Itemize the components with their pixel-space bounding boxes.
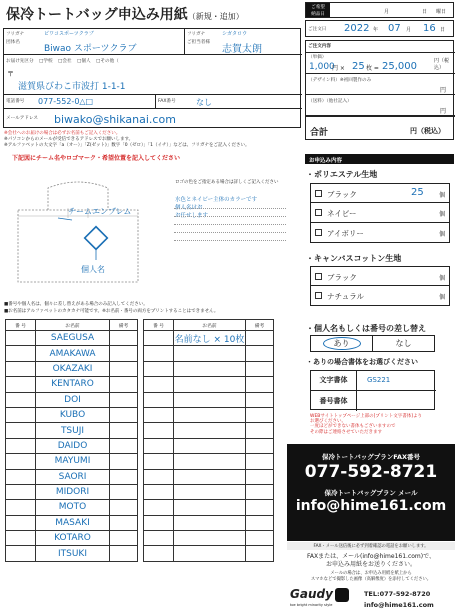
number-cell[interactable]: [144, 454, 174, 469]
note-cell[interactable]: [110, 531, 138, 546]
table-row: [6, 454, 138, 469]
name-cell[interactable]: SAEGUSA: [36, 331, 110, 346]
color-checkbox[interactable]: [315, 209, 322, 216]
design-instruction: 下記図にチーム名やロゴマーク・希望位置を記入してください: [12, 155, 181, 162]
names-table-right: 番 号 お名前 備考 名前なし × 10枚: [143, 319, 274, 562]
number-cell[interactable]: [144, 377, 174, 392]
brand-mark-icon: [335, 588, 349, 602]
company-note: ※会社へのお届けの場合は必ずお名前もご記入ください。: [4, 131, 121, 136]
number-cell[interactable]: [6, 500, 36, 515]
table-row: [6, 361, 138, 376]
quantity-field[interactable]: 25: [352, 61, 365, 72]
note-cell[interactable]: [246, 331, 274, 346]
name-cell[interactable]: OKAZAKI: [36, 361, 110, 376]
color-item-row: [310, 266, 450, 286]
table-row: [6, 500, 138, 515]
note-cell[interactable]: [246, 423, 274, 438]
note-cell[interactable]: [110, 423, 138, 438]
polyester-items: [310, 183, 450, 243]
team-name-field[interactable]: Biwao スポーツクラブ: [44, 44, 137, 54]
number-cell[interactable]: [144, 484, 174, 499]
table-row: [144, 438, 274, 453]
order-date-box: ご注文日 2022 年 07 月 16 日: [305, 20, 454, 37]
delivery-label: ご希望 納品日: [306, 3, 330, 17]
note-cell[interactable]: [110, 392, 138, 407]
name-cell[interactable]: [174, 346, 246, 361]
name-cell[interactable]: ITSUKI: [36, 546, 110, 561]
color-item-row: [310, 203, 450, 223]
name-cell[interactable]: [174, 500, 246, 515]
name-cell[interactable]: [174, 515, 246, 530]
table-row: [144, 546, 274, 561]
note-cell[interactable]: [110, 469, 138, 484]
color-item-row: [310, 286, 450, 306]
name-cell[interactable]: [174, 407, 246, 422]
type-other-checkbox[interactable]: □その他（: [96, 59, 119, 64]
mail-title: 保冷トートバッグプラン メール: [324, 489, 418, 497]
color-name: ブラック: [327, 273, 357, 282]
number-cell[interactable]: [144, 469, 174, 484]
fax-field[interactable]: なし: [196, 98, 212, 107]
note-cell[interactable]: [246, 346, 274, 361]
color-name: ナチュラル: [327, 292, 365, 301]
note-cell[interactable]: [110, 484, 138, 499]
font-select-title: ・ありの場合書体をお選びください: [306, 358, 418, 366]
personalize-options: [310, 335, 435, 352]
number-cell[interactable]: [6, 361, 36, 376]
note-cell[interactable]: [110, 500, 138, 515]
number-cell[interactable]: [6, 515, 36, 530]
table-row: [6, 546, 138, 561]
table-row: [6, 484, 138, 499]
name-cell[interactable]: 名前なし × 10枚: [174, 331, 246, 346]
delivery-date-box: [305, 2, 454, 18]
team-emblem-arrow: [58, 218, 72, 220]
contact-email: info@hime161.com: [364, 601, 434, 609]
number-cell[interactable]: [6, 531, 36, 546]
name-cell[interactable]: [174, 423, 246, 438]
number-cell[interactable]: [144, 361, 174, 376]
table-row: [6, 331, 138, 346]
table-row: [144, 515, 274, 530]
name-note-2: ■お名前はアルファベットのカタカナ可能です。※お名前・番号の両方をプリントすることはできません。: [4, 309, 219, 314]
send-instruction: FAXまたは、メール(info@hime161.com)で、 お申込み用紙をお送りください。: [307, 553, 435, 568]
number-cell[interactable]: [6, 454, 36, 469]
table-row: [6, 346, 138, 361]
name-cell[interactable]: AMAKAWA: [36, 346, 110, 361]
pc-email-note: ※パソコンからのメールが受信できるアドレスでお願いします。: [4, 137, 134, 142]
note-cell[interactable]: [246, 377, 274, 392]
order-day[interactable]: 16: [423, 23, 436, 34]
name-cell[interactable]: MOTO: [36, 500, 110, 515]
name-cell[interactable]: [174, 361, 246, 376]
number-cell[interactable]: [6, 392, 36, 407]
color-checkbox[interactable]: [315, 292, 322, 299]
note-cell[interactable]: [246, 454, 274, 469]
canvas-title: ・キャンバスコットン生地: [306, 254, 402, 263]
number-cell[interactable]: [144, 423, 174, 438]
polyester-title: ・ポリエステル生地: [306, 170, 378, 179]
note-cell[interactable]: [110, 331, 138, 346]
number-cell[interactable]: [144, 331, 174, 346]
table-row: [144, 361, 274, 376]
color-name: ネイビー: [327, 209, 357, 218]
brand-tagline: toe bright minority style: [290, 603, 333, 607]
number-cell[interactable]: [144, 392, 174, 407]
tote-bag-diagram: [8, 180, 148, 290]
brand-logo: Gaudy: [290, 587, 333, 601]
table-row: [6, 531, 138, 546]
number-cell[interactable]: [6, 407, 36, 422]
bag-outline: [18, 182, 138, 282]
color-item-row: [310, 183, 450, 203]
delivery-type-row: お届け先区分 □学校 □会社 □個人 □その他（: [6, 59, 119, 64]
table-row: [144, 500, 274, 515]
font-select-box: 文字書体 GS221 番号書体: [310, 370, 435, 410]
email-field[interactable]: biwako@shikanai.com: [54, 113, 176, 126]
number-cell[interactable]: [6, 484, 36, 499]
delivery-weekday-unit: 曜日: [436, 9, 447, 15]
mail-address: info@hime161.com: [295, 498, 447, 514]
name-cell[interactable]: TSUJI: [36, 423, 110, 438]
table-row: [6, 407, 138, 422]
color-qty[interactable]: 25: [411, 187, 424, 198]
name-cell[interactable]: [174, 469, 246, 484]
color-checkbox[interactable]: [315, 190, 322, 197]
name-cell[interactable]: MIDORI: [36, 484, 110, 499]
after-send-note: FAX・メール送信後に必ず到着確認の電話をお願いします。: [287, 542, 455, 550]
name-cell[interactable]: KUBO: [36, 407, 110, 422]
note-cell[interactable]: [246, 407, 274, 422]
letter-font-field[interactable]: GS221: [367, 376, 391, 384]
name-cell[interactable]: DAIDO: [36, 438, 110, 453]
name-cell[interactable]: SAORI: [36, 469, 110, 484]
order-content-box: ご注文内容 （単価） 1,000 円 × 25 枚 = 25,000 円（税込） （デザイン料）※初回製作のみ 円 （送料）（他社記入） 円 合計 円（税込）: [305, 40, 454, 140]
delivery-day-unit: 日: [422, 9, 428, 15]
name-cell[interactable]: KOTARO: [36, 531, 110, 546]
name-cell[interactable]: [174, 454, 246, 469]
number-cell[interactable]: [144, 346, 174, 361]
note-cell[interactable]: [110, 454, 138, 469]
order-date-label: ご注文日: [308, 27, 327, 32]
note-cell[interactable]: [246, 546, 274, 561]
team-furigana-field[interactable]: ビワコスポーツクラブ: [44, 31, 94, 37]
title-sub: （新規・追加）: [187, 12, 244, 21]
name-cell[interactable]: [174, 392, 246, 407]
address-field[interactable]: 滋賀県びわこ市波打 1-1-1: [18, 82, 126, 92]
number-cell[interactable]: [6, 331, 36, 346]
color-request-text[interactable]: 水色とネイビー主体のカラーです 個人名はお お任せします: [175, 197, 258, 219]
note-cell[interactable]: [246, 484, 274, 499]
number-cell[interactable]: [6, 469, 36, 484]
name-note-1: ■番号や個人名は、個々に差し替えがある場合のみ記入してください。: [4, 302, 148, 307]
table-row: [6, 392, 138, 407]
contents-header: お申込み内容: [305, 154, 454, 164]
contact-tel: TEL:077-592-8720: [364, 590, 431, 598]
font-red-note: WEBサイトトップページ上部の[プリント文字書体]より お選びください。 一度ほどができない書体もございますので その際はご連絡させていただきます: [310, 414, 422, 435]
note-cell[interactable]: [246, 361, 274, 376]
table-row: [144, 392, 274, 407]
table-row: [144, 423, 274, 438]
table-row: [144, 531, 274, 546]
name-cell[interactable]: [174, 546, 246, 561]
emblem-shape: [85, 227, 108, 250]
option-yes[interactable]: あり: [311, 336, 373, 351]
canvas-items: [310, 266, 450, 306]
name-cell[interactable]: MAYUMI: [36, 454, 110, 469]
rep-furigana-field[interactable]: シガタロウ: [222, 31, 248, 37]
number-cell[interactable]: [6, 546, 36, 561]
customer-info-box: フリガナ 団体名 ビワコスポーツクラブ Biwao スポーツクラブ フリガナ ご担当者様 シガタロウ 志賀太朗 お届け先区分 □学校 □会社 □個人 □その他（ 〒 滋賀県びわこ市波打 1-1-1 電話番号 077-552-0△□ FAX番号 なし メールアドレス biwako@shikanai.com: [3, 28, 301, 128]
note-cell[interactable]: [110, 361, 138, 376]
total-label: 合計: [310, 128, 329, 138]
rep-name-field[interactable]: 志賀太朗: [222, 44, 262, 55]
color-item-row: [310, 223, 450, 243]
names-table-left: 番 号 お名前 備考 SAEGUSA AMAKAWA OKAZAKI KENTARO DOI KUBO TSUJI DAIDO MAYUMI SAORI MIDORI MOTO MASAKI KOTARO ITSUKI: [5, 319, 138, 562]
type-company-checkbox[interactable]: □会社: [58, 59, 72, 64]
table-row: [6, 423, 138, 438]
name-cell[interactable]: [174, 377, 246, 392]
name-cell[interactable]: KENTARO: [36, 377, 110, 392]
logo-color-note: ロゴの色をご指定ある場合は詳しくご記入ください: [175, 180, 279, 185]
personalize-title: ・個人名もしくは番号の差し替え: [306, 324, 426, 333]
note-cell[interactable]: [110, 438, 138, 453]
number-cell[interactable]: [144, 500, 174, 515]
note-cell[interactable]: [110, 346, 138, 361]
table-row: [6, 515, 138, 530]
color-name: アイボリー: [327, 229, 364, 238]
unit-label: 個: [439, 294, 446, 301]
number-cell[interactable]: [144, 407, 174, 422]
name-cell[interactable]: [174, 484, 246, 499]
number-cell[interactable]: [144, 438, 174, 453]
delivery-month-unit: 月: [384, 9, 390, 15]
mail-instruction: メールの場合は、お申込み用紙を紙上から スマホなどで撮影した画像（高解像度）を添付してください。: [310, 571, 432, 582]
subtotal-field[interactable]: 25,000: [382, 61, 417, 72]
alphabet-note: ※アルファベットの大文字「a（オー）」「Z(ゼット)」数字「0（ゼロ）」「1（イチ）」などは、フリガナをご記入ください。: [4, 143, 250, 148]
note-cell[interactable]: [246, 500, 274, 515]
note-cell[interactable]: [110, 377, 138, 392]
unit-label: 個: [439, 211, 446, 218]
personal-name-label: 個人名: [81, 265, 105, 274]
note-cell[interactable]: [110, 546, 138, 561]
fax-title: 保冷トートバッグプランFAX番号: [321, 453, 421, 461]
note-cell[interactable]: [246, 392, 274, 407]
unit-label: 個: [439, 275, 446, 282]
name-cell[interactable]: MASAKI: [36, 515, 110, 530]
name-cell[interactable]: [174, 531, 246, 546]
table-row: [144, 454, 274, 469]
option-no[interactable]: なし: [395, 339, 412, 348]
number-cell[interactable]: [144, 531, 174, 546]
table-row: [144, 331, 274, 346]
number-cell[interactable]: [6, 423, 36, 438]
table-row: [6, 438, 138, 453]
table-row: [144, 407, 274, 422]
color-checkbox[interactable]: [315, 273, 322, 280]
number-cell[interactable]: [6, 346, 36, 361]
number-cell[interactable]: [6, 438, 36, 453]
note-cell[interactable]: [246, 515, 274, 530]
note-cell[interactable]: [110, 515, 138, 530]
postal-mark: 〒: [7, 70, 14, 78]
table-row: [144, 377, 274, 392]
table-row: [6, 469, 138, 484]
note-cell[interactable]: [246, 531, 274, 546]
table-row: [144, 346, 274, 361]
number-cell[interactable]: [144, 515, 174, 530]
type-individual-checkbox[interactable]: □個人: [77, 59, 91, 64]
type-school-checkbox[interactable]: □学校: [39, 59, 53, 64]
note-cell[interactable]: [246, 469, 274, 484]
name-cell[interactable]: [174, 438, 246, 453]
order-month[interactable]: 07: [388, 23, 401, 34]
color-checkbox[interactable]: [315, 229, 322, 236]
unit-label: 個: [439, 231, 446, 238]
note-cell[interactable]: [246, 438, 274, 453]
fax-number: 077-592-8721: [304, 462, 438, 482]
unit-price-field[interactable]: 1,000: [309, 62, 335, 72]
option-yes-circle: [323, 337, 361, 350]
order-year[interactable]: 2022: [344, 23, 370, 34]
number-cell[interactable]: [6, 377, 36, 392]
table-row: [144, 469, 274, 484]
name-cell[interactable]: DOI: [36, 392, 110, 407]
color-name: ブラック: [327, 190, 357, 199]
note-cell[interactable]: [110, 407, 138, 422]
table-row: [144, 484, 274, 499]
number-cell[interactable]: [144, 546, 174, 561]
table-row: [6, 377, 138, 392]
phone-field[interactable]: 077-552-0△□: [38, 97, 94, 106]
unit-label: 個: [439, 192, 446, 199]
form-title: [6, 4, 244, 24]
team-emblem-label: チームエンブレム: [68, 207, 132, 216]
contact-box: [287, 444, 455, 541]
title-main: 保冷トートバッグ申込み用紙: [6, 7, 188, 23]
